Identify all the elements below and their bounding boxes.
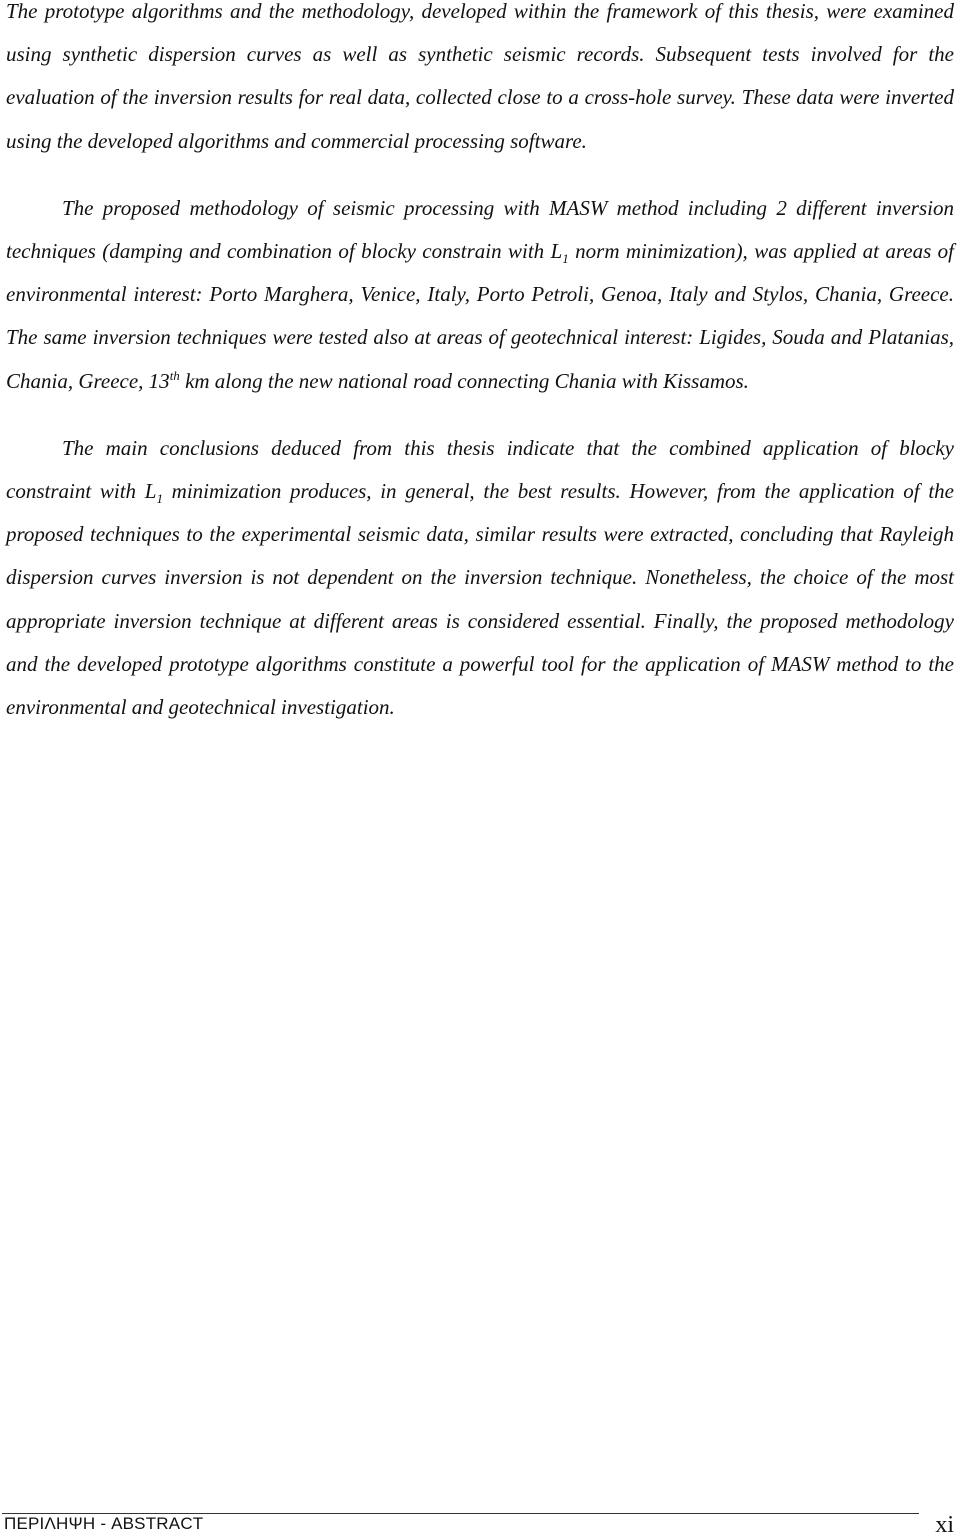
paragraph-synthetic-tests <box>6 0 954 163</box>
paragraph-methodology <box>6 187 954 403</box>
page-number: xi <box>935 1512 954 1538</box>
paragraph-text: minimization produces, in general, the best results. However, from the application of the proposed techniques to the experimental seismic data, similar results were extracted, concluding that Rayleigh dispersion curves inversion is not dependent on the inversion technique. Nonetheless, the choice of the most appropriate inversion technique at different areas is considered essential. Finally, the proposed methodology and the developed prototype algorithms constitute a powerful tool for the application of MASW method to the environmental and geotechnical investigation. <box>6 479 954 720</box>
paragraph-text: km along the new national road connecting Chania with Kissamos. <box>179 368 749 393</box>
superscript: th <box>169 367 180 383</box>
paragraph-text: The prototype algorithms and the methodology, developed within the framework of this thesis, were examined using synthetic dispersion curves as well as synthetic seismic records. Subsequent tests involved for the evaluation of the inversion results for real data, collected close to a cross-hole survey. These data were inverted using the developed algorithms and commercial processing software. <box>6 0 954 153</box>
paragraph-text: The proposed methodology of seismic processing with MASW method including 2 different inversion techniques (damping and combination of blocky constrain with L <box>6 195 954 264</box>
paragraph-text: The main conclusions deduced from this thesis indicate that the combined application of blocky constraint with L <box>6 435 954 504</box>
paragraph-conclusions <box>6 427 954 729</box>
paragraph-text: norm minimization), was applied at areas of environmental interest: Porto Marghera, Venice, Italy, Porto Petroli, Genoa, Italy and Stylos, Chania, Greece. The same inversion techniques were tested also at areas of geotechnical interest: Ligides, Souda and Platanias, Chania, Greece, 13 <box>6 239 955 393</box>
body-text <box>6 0 954 753</box>
subscript: 1 <box>156 491 163 507</box>
subscript: 1 <box>562 251 569 267</box>
running-header: ΠΕΡΙΛΗΨΗ - ABSTRACT <box>4 1514 204 1533</box>
